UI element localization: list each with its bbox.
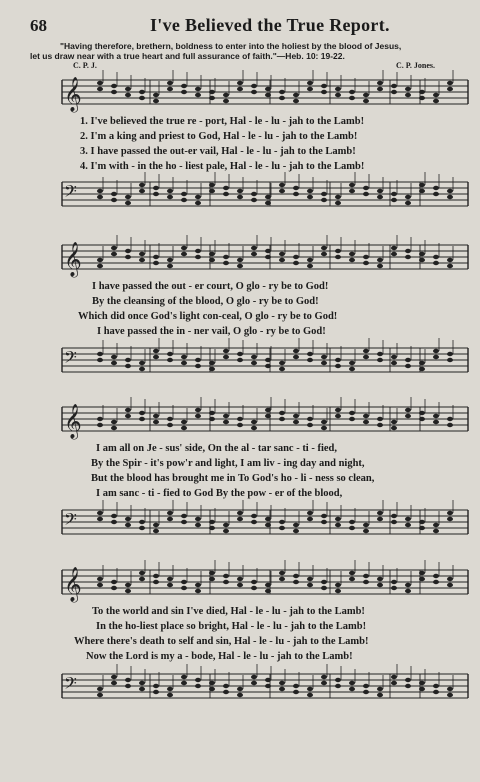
system-2-verse-4: I have passed the in - ner vail, O glo - ry be to God! — [97, 326, 326, 337]
system-4-verse-2: In the ho-liest place so bright, Hal - le - lu - jah to the Lamb! — [96, 621, 367, 632]
system-4-treble-staff — [60, 560, 470, 608]
page-number: 68 — [30, 16, 47, 35]
svg-text:𝄢: 𝄢 — [64, 673, 77, 697]
system-1-verse-3: 3. I have passed the out-er vail, Hal - le - lu - jah to the Lamb! — [80, 146, 356, 157]
system-1-treble-staff — [60, 70, 470, 118]
system-3-verse-1: I am all on Je - sus' side, On the al - tar sanc - ti - fied, — [96, 443, 338, 454]
system-1-verse-4: 4. I'm with - in the ho - liest pale, Hal - le - lu - jah to the Lamb! — [80, 161, 365, 172]
system-2-verse-1: I have passed the out - er court, O glo - ry be to God! — [92, 281, 329, 292]
system-1-verse-1: 1. I've believed the true re - port, Hal - le - lu - jah to the Lamb! — [80, 116, 365, 127]
system-4-verse-4: Now the Lord is my a - bode, Hal - le - lu - jah to the Lamb! — [86, 651, 353, 662]
system-3-bass-staff — [60, 500, 470, 548]
system-4-bass-staff — [60, 664, 470, 712]
system-2-verse-2: By the cleansing of the blood, O glo - ry be to God! — [92, 296, 319, 307]
svg-text:𝄢: 𝄢 — [64, 181, 77, 205]
svg-text:𝄢: 𝄢 — [64, 347, 77, 371]
system-2-verse-3: Which did once God's light con-ceal, O glo - ry be to God! — [78, 311, 338, 322]
svg-text:𝄞: 𝄞 — [64, 77, 82, 112]
system-1-bass-staff — [60, 172, 470, 220]
system-3-verse-2: By the Spir - it's pow'r and light, I am liv - ing day and night, — [91, 458, 365, 469]
system-2-bass-staff — [60, 338, 470, 386]
music-credit: C. P. Jones. — [396, 61, 436, 70]
svg-text:𝄞: 𝄞 — [64, 567, 82, 602]
system-1-verse-2: 2. I'm a king and priest to God, Hal - le - lu - jah to the Lamb! — [80, 131, 358, 142]
svg-text:𝄞: 𝄞 — [64, 404, 82, 439]
page-header — [30, 16, 470, 40]
system-3-verse-3: But the blood has brought me in To God's ho - li - ness so clean, — [91, 473, 375, 484]
system-2-treble-staff — [60, 235, 470, 283]
epigraph-line-2: let us draw near with a true heart and full assurance of faith."—Heb. 10: 19-22. — [30, 51, 345, 61]
hymn-title: I've Believed the True Report. — [150, 15, 390, 35]
system-4-verse-3: Where there's death to self and sin, Hal - le - lu - jah to the Lamb! — [74, 636, 369, 647]
svg-text:𝄞: 𝄞 — [64, 242, 82, 277]
epigraph-line-1: "Having therefore, brethern, boldness to enter into the holiest by the blood of Jesus, — [60, 41, 402, 51]
system-3-verse-4: I am sanc - ti - fied to God By the pow - er of the blood, — [96, 488, 343, 499]
words-credit: C. P. J. — [73, 61, 97, 70]
system-4-verse-1: To the world and sin I've died, Hal - le - lu - jah to the Lamb! — [92, 606, 365, 617]
svg-text:𝄢: 𝄢 — [64, 509, 77, 533]
system-3-treble-staff — [60, 397, 470, 445]
